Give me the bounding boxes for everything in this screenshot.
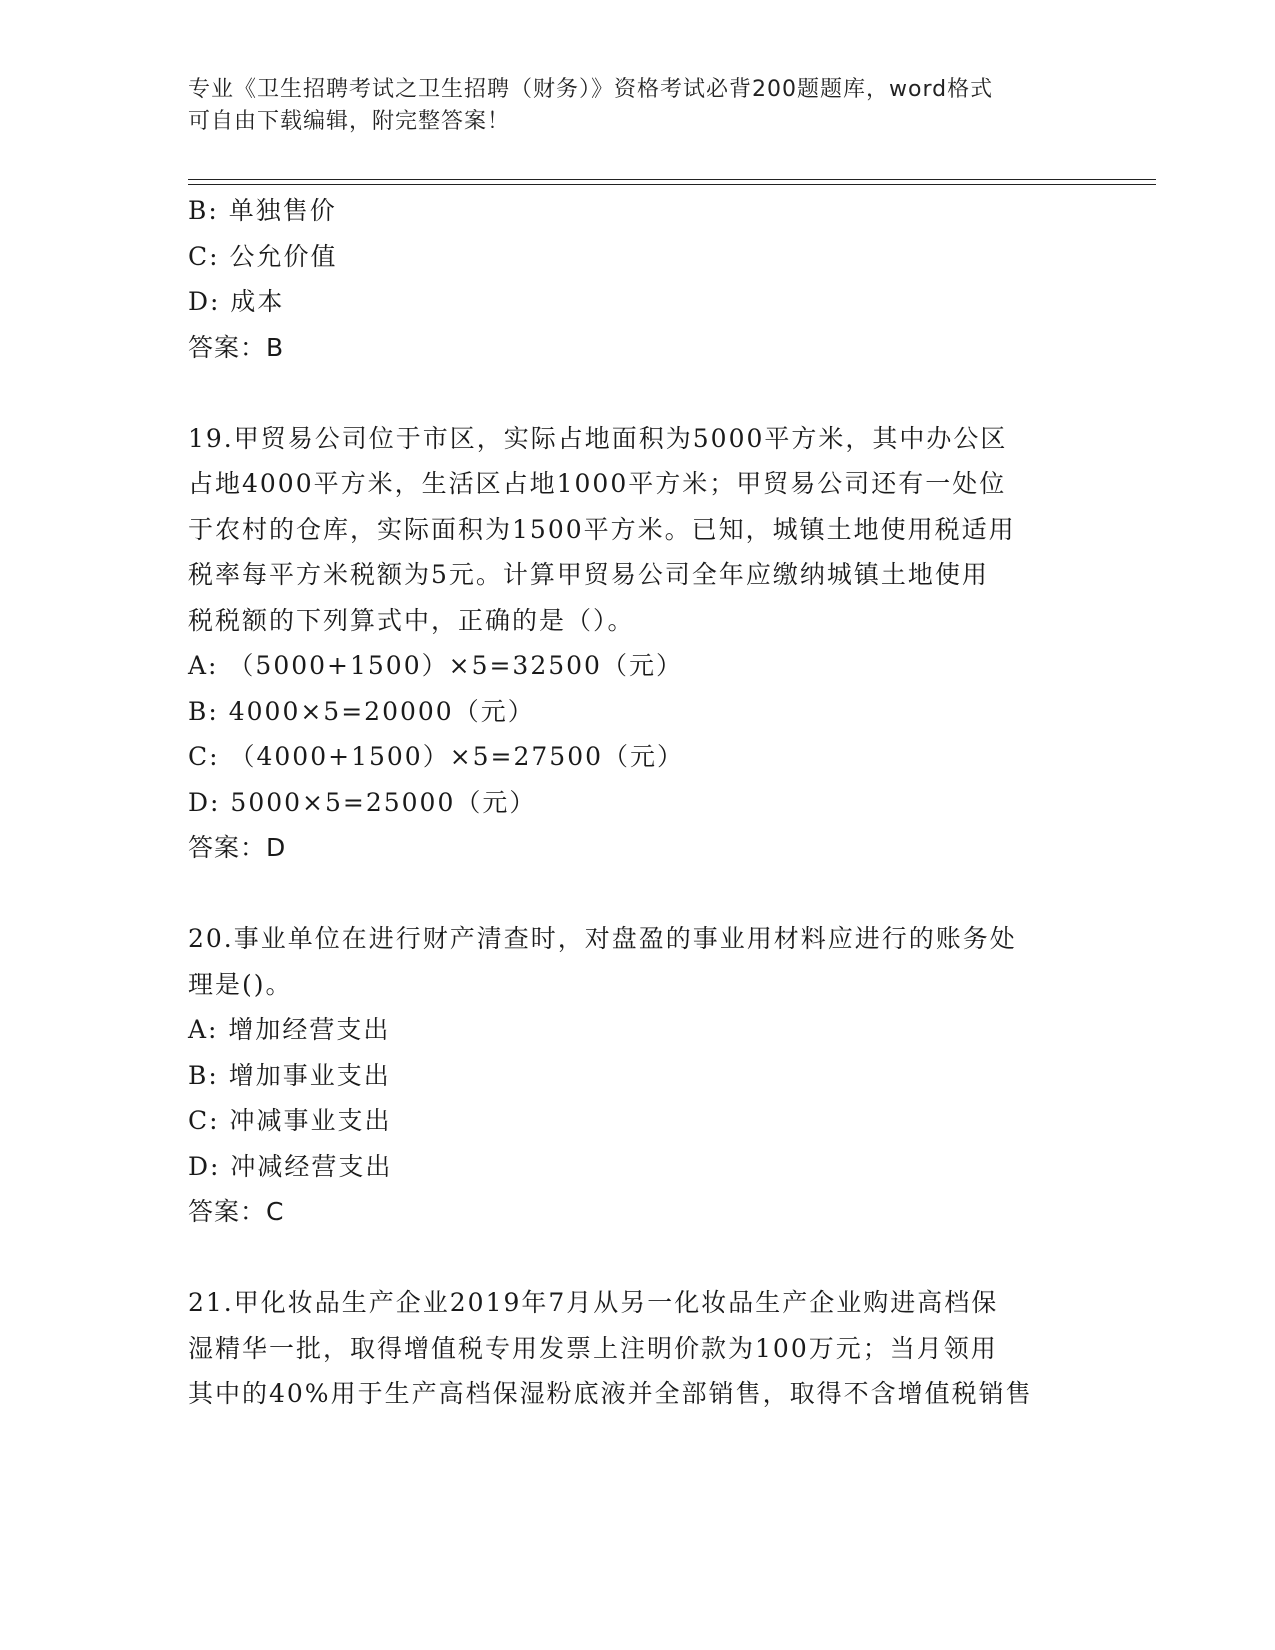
q19-option-c: C: （4000+1500）×5=27500（元） <box>188 742 685 771</box>
spacer <box>188 871 1088 917</box>
question-18-fragment <box>188 188 1088 370</box>
q18-option-b: B: 单独售价 <box>188 196 337 225</box>
q18-option-c: C: 公允价值 <box>188 241 338 271</box>
question-20 <box>188 916 1088 1235</box>
q20-option-c: C: 冲减事业支出 <box>188 1106 392 1135</box>
q20-stem-line: 20.事业单位在进行财产清查时，对盘盈的事业用材料应进行的账务处 <box>188 924 1017 953</box>
q19-stem-line: 税率每平方米税额为5元。计算甲贸易公司全年应缴纳城镇土地使用 <box>188 560 989 589</box>
q20-answer: 答案：C <box>188 1197 285 1226</box>
question-21 <box>188 1280 1088 1417</box>
document-header <box>188 74 1088 138</box>
q20-option-d: D: 冲减经营支出 <box>188 1151 393 1181</box>
document-body <box>188 188 1088 1417</box>
q19-answer: 答案：D <box>188 833 287 862</box>
q18-option-d: D: 成本 <box>188 287 285 316</box>
question-19 <box>188 416 1088 871</box>
q18-answer: 答案：B <box>188 332 285 362</box>
q19-option-a: A: （5000+1500）×5=32500（元） <box>188 651 683 680</box>
q19-stem-line: 于农村的仓库，实际面积为1500平方米。已知，城镇土地使用税适用 <box>188 514 1016 544</box>
header-rule-top <box>188 179 1156 180</box>
q21-stem-line: 21.甲化妆品生产企业2019年7月从另一化妆品生产企业购进高档保 <box>188 1288 999 1317</box>
header-line-2: 可自由下载编辑，附完整答案！ <box>188 109 511 134</box>
q20-option-b: B: 增加事业支出 <box>188 1060 391 1090</box>
q19-option-d: D: 5000×5=25000（元） <box>188 787 537 817</box>
header-rule-bottom <box>188 184 1156 185</box>
spacer <box>188 1235 1088 1281</box>
q19-option-b: B: 4000×5=20000（元） <box>188 696 535 726</box>
q20-option-a: A: 增加经营支出 <box>188 1015 391 1044</box>
q21-stem-line: 湿精华一批，取得增值税专用发票上注明价款为100万元；当月领用 <box>188 1333 998 1363</box>
header-line-1: 专业《卫生招聘考试之卫生招聘（财务）》资格考试必背200题题库，word格式 <box>188 77 994 102</box>
q19-stem-line: 19.甲贸易公司位于市区，实际占地面积为5000平方米，其中办公区 <box>188 423 1008 453</box>
q19-stem-line: 占地4000平方米，生活区占地1000平方米；甲贸易公司还有一处位 <box>188 469 1007 498</box>
spacer <box>188 370 1088 416</box>
q20-stem-line: 理是()。 <box>188 969 293 999</box>
q21-stem-line: 其中的40%用于生产高档保湿粉底液并全部销售，取得不含增值税销售 <box>188 1379 1033 1408</box>
q19-stem-line: 税税额的下列算式中，正确的是（）。 <box>188 605 635 635</box>
